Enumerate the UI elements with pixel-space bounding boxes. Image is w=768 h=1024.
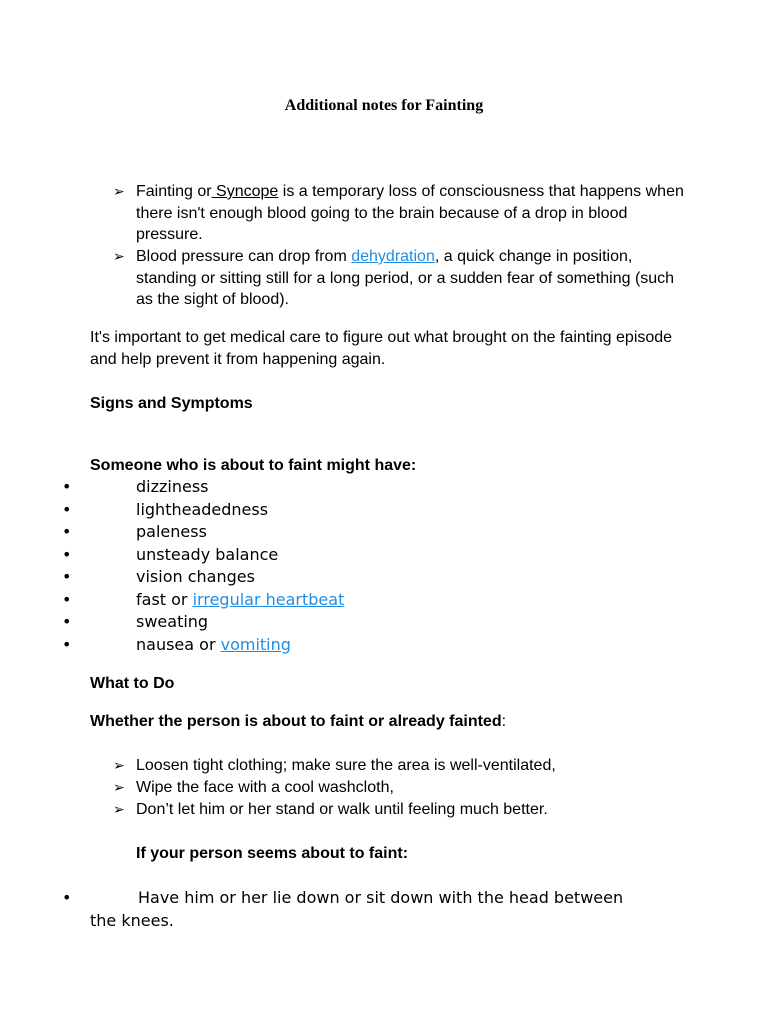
what-to-do-heading: What to Do: [90, 675, 175, 692]
arrow-bullet-icon: ➢: [113, 248, 125, 264]
list-item: ➢ Blood pressure can drop from dehydration, a quick change in position, standing or sitting still for a long period, or a sudden fear of something (such as the sight of blood).: [113, 248, 675, 308]
page-title: Additional notes for Fainting: [284, 97, 484, 114]
bullet-icon: •: [62, 888, 72, 907]
list-item: • paleness: [62, 521, 702, 544]
list-item: ➢ Loosen tight clothing; make sure the area is well-ventilated,: [113, 755, 693, 777]
bullet-icon: •: [62, 499, 72, 519]
signs-heading: Signs and Symptoms: [90, 395, 253, 412]
list-item: • vision changes: [62, 566, 702, 589]
arrow-bullet-icon: ➢: [113, 183, 125, 199]
bullet-icon: •: [62, 544, 72, 564]
list-item: • Have him or her lie down or sit down with the head between the knees.: [62, 888, 624, 930]
dehydration-link[interactable]: dehydration: [351, 248, 435, 265]
bullet-icon: •: [62, 567, 72, 586]
irregular-heartbeat-link[interactable]: irregular heartbeat: [192, 589, 345, 609]
syncope-term: Syncope: [211, 183, 279, 200]
list-item: • sweating: [62, 611, 702, 634]
list-item: • dizziness: [62, 476, 702, 499]
bullet-icon: •: [62, 477, 72, 496]
if-faint-heading: If your person seems about to faint:: [136, 845, 409, 862]
list-item: • unsteady balance: [62, 544, 702, 567]
whether-lead: Whether the person is about to faint or already fainted:: [90, 713, 507, 730]
signs-lead: Someone who is about to faint might have:: [90, 457, 417, 474]
bullet-icon: •: [62, 589, 72, 609]
arrow-bullet-icon: ➢: [113, 779, 125, 795]
list-item: • lightheadedness: [62, 499, 702, 522]
arrow-bullet-icon: ➢: [113, 757, 125, 773]
list-item: • nausea or vomiting: [62, 634, 702, 657]
intro-paragraph: It's important to get medical care to figure out what brought on the fainting episode and help prevent it from happening again.: [90, 329, 673, 368]
bullet-icon: •: [62, 522, 72, 541]
bullet-icon: •: [62, 634, 72, 654]
list-item: ➢ Don’t let him or her stand or walk until feeling much better.: [113, 799, 693, 821]
list-item: ➢ Wipe the face with a cool washcloth,: [113, 777, 693, 799]
vomiting-link[interactable]: vomiting: [220, 634, 291, 654]
arrow-bullet-icon: ➢: [113, 801, 125, 817]
list-item: • fast or irregular heartbeat: [62, 589, 702, 612]
list-item: ➢ Fainting or Syncope is a temporary loss of consciousness that happens when there isn't enough blood going to the brain because of a drop in blood pressure.: [113, 183, 684, 243]
bullet-icon: •: [62, 612, 72, 631]
